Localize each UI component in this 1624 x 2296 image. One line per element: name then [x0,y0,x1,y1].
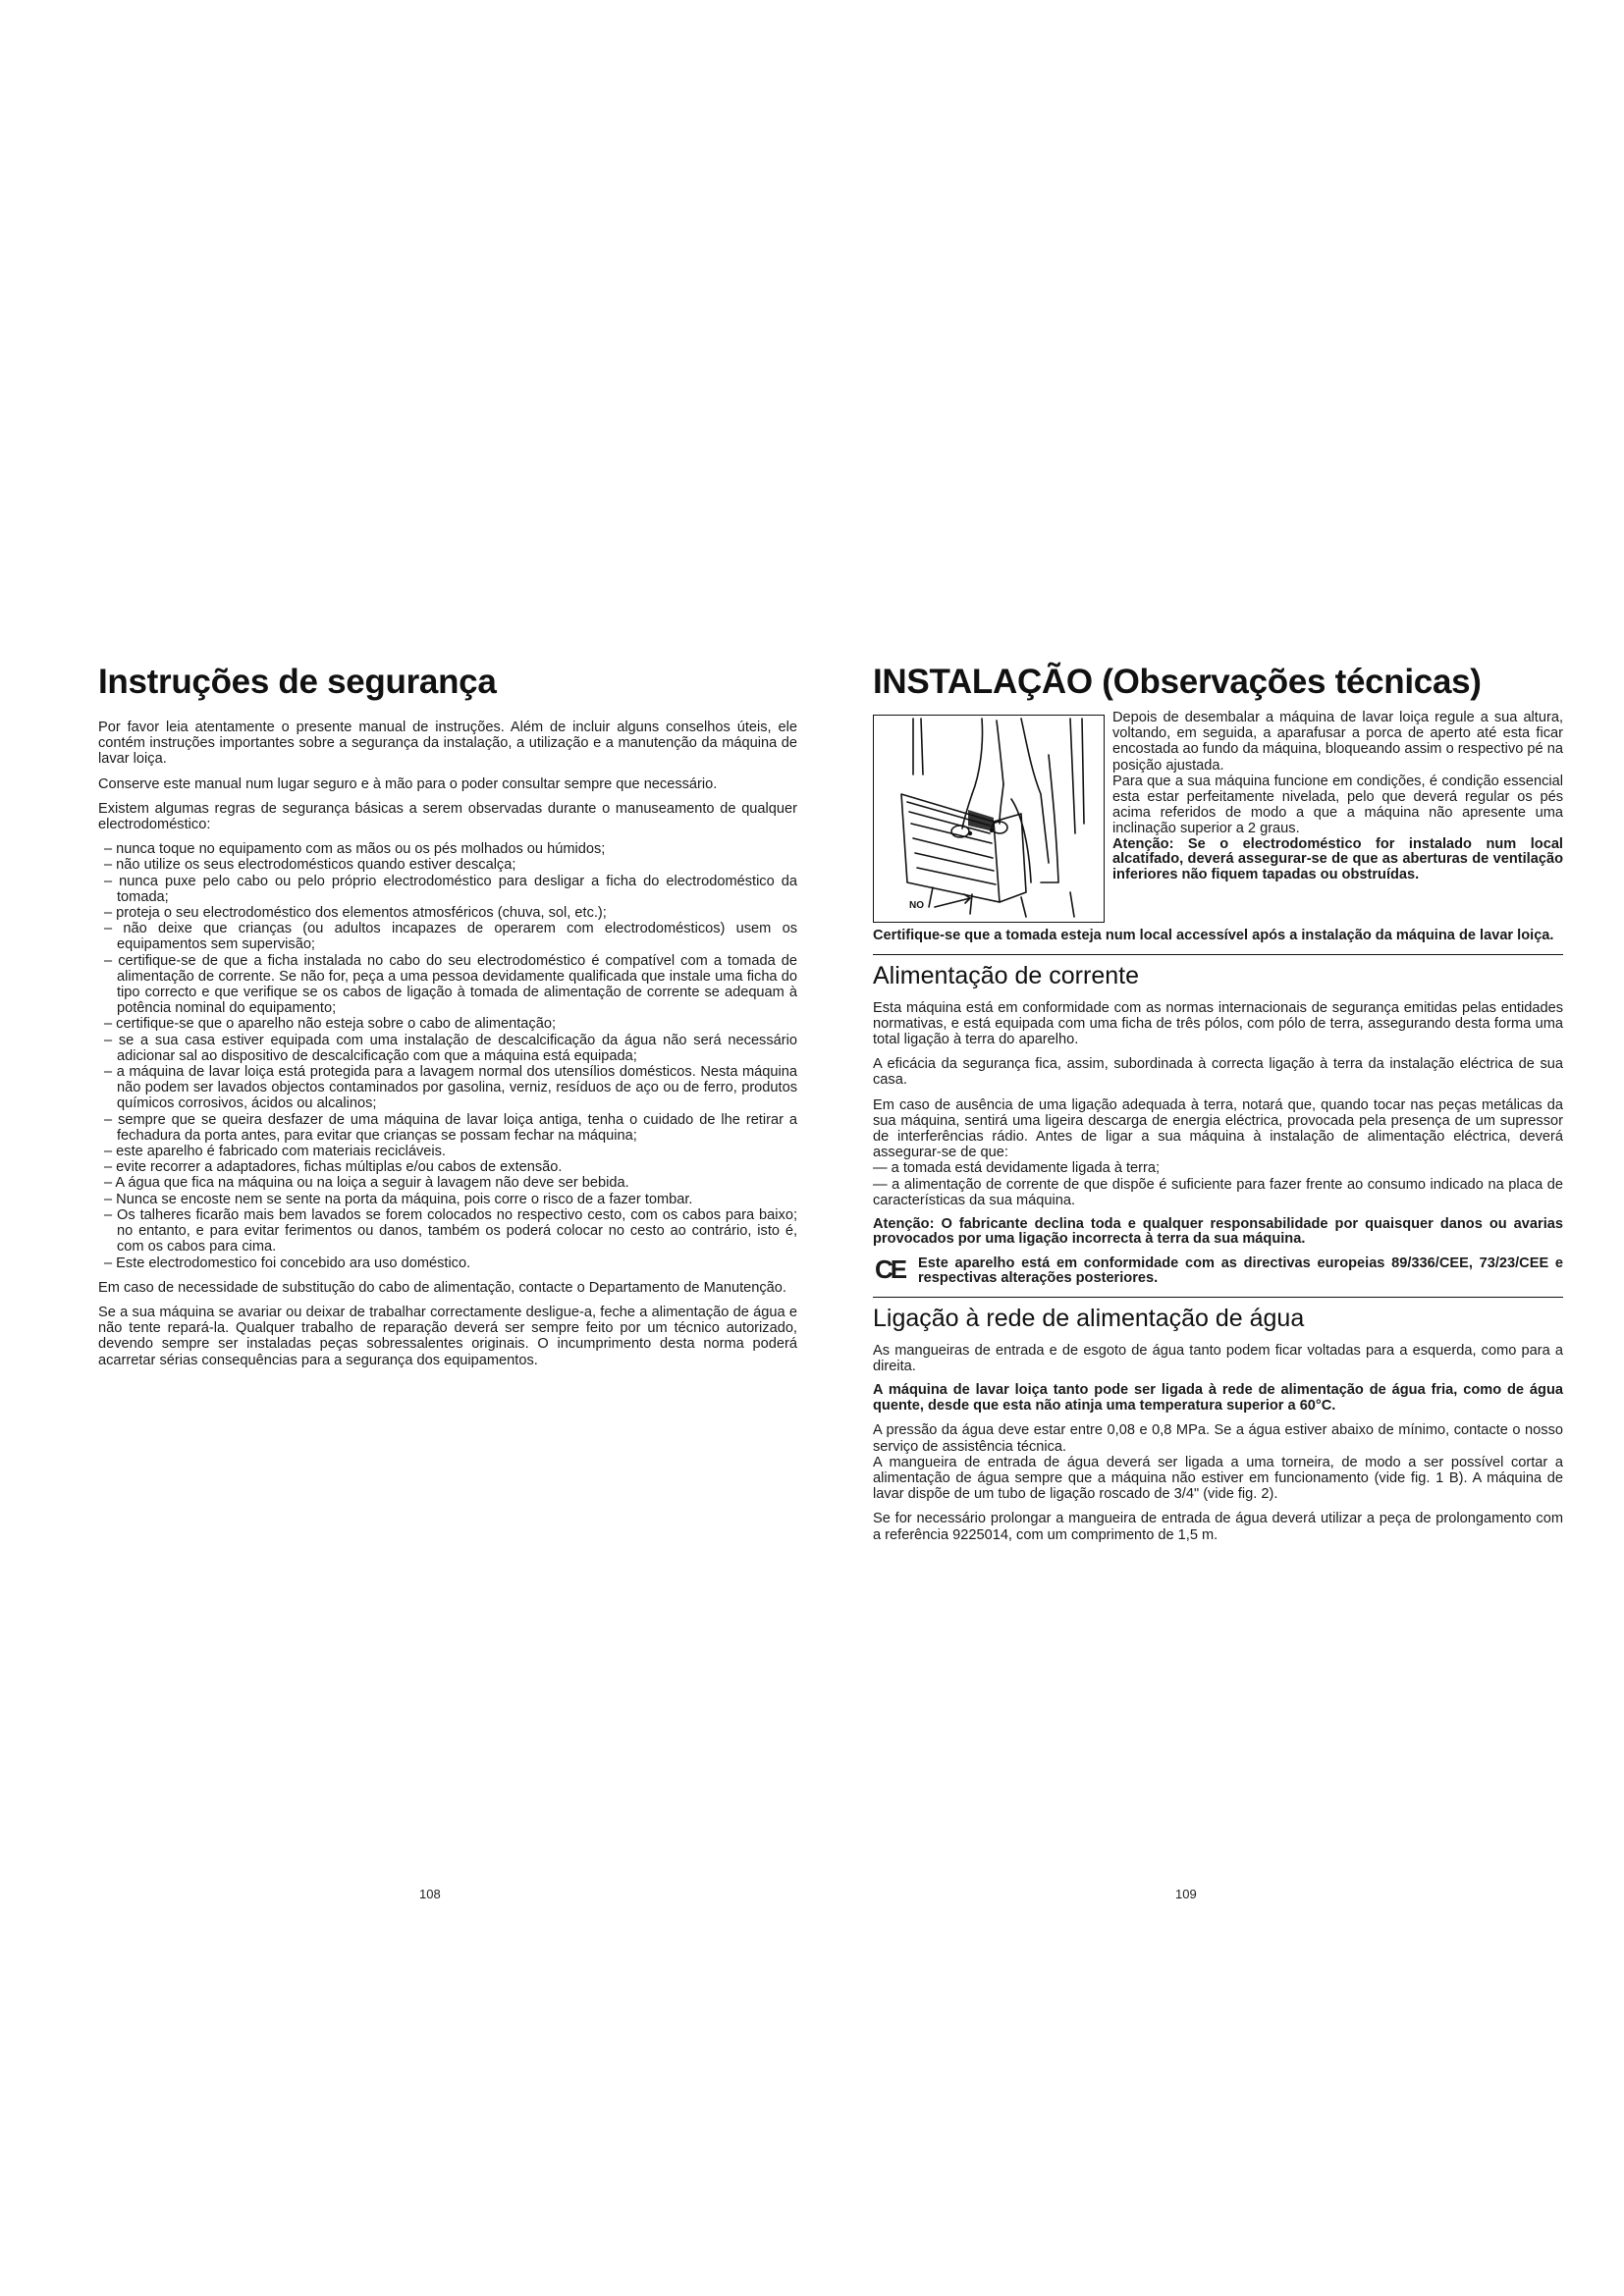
power-paragraph-1: Esta máquina está em conformidade com as normas internacionais de segurança emitidas pelas entidades normativas, e está equipada com uma ficha de três pólos, com pólo de terra, assegurando desta forma uma total ligação à terra do aparelho. [873,999,1563,1047]
page-number: 109 [1175,1887,1197,1901]
keep-manual-paragraph: Conserve este manual num lugar seguro e à mão para o poder consultar sempre que necessário. [98,775,718,792]
water-temperature-note: A máquina de lavar loiça tanto pode ser ligada à rede de alimentação de água fria, como de água quente, desde que esta não atinja uma temperatura superior a 60°C. [873,1382,1563,1414]
figure-label: NO [909,900,924,911]
power-check-2: — a alimentação de corrente de que dispõe é suficiente para fazer frente ao consumo indicado na placa de características da sua máquina. [873,1176,1563,1208]
intro-paragraph: Por favor leia atentamente o presente manual de instruções. Além de incluir alguns conselhos úteis, ele contém instruções importantes sobre a segurança da instalação, a utilização e a manutenção da máquina de lavar loiça. [98,720,797,768]
water-paragraph-3: A mangueira de entrada de água deverá ser ligada a uma torneira, de modo a ser possível cortar a alimentação de água sempre que a máquina não estiver em funcionamento (vide fig. 1 B). A máquina de lavar dispõe de um tubo de ligação roscado de 3/4" (vide fig. 2). [873,1454,1563,1503]
malfunction-paragraph: Se a sua máquina se avariar ou deixar de trabalhar correctamente desligue-a, feche a alimentação de água e não tente repará-la. Qualquer trabalho de reparação deverá ser sempre feito por um técnico autorizado, devendo sempre ser instaladas peças sobressalentes originais. O incumprimento desta norma poderá acarretar sérias consequências para a segurança dos equipamentos. [98,1304,797,1368]
list-item: – não utilize os seus electrodomésticos quando estiver descalça; [98,857,797,873]
list-item: – nunca toque no equipamento com as mãos ou os pés molhados ou húmidos; [98,841,797,857]
list-item: – A água que fica na máquina ou na loiça a seguir à lavagem não deve ser bebida. [98,1175,797,1191]
dishwasher-installation-drawing [874,716,1103,921]
page-number: 108 [419,1887,441,1901]
replace-cable-paragraph: Em caso de necessidade de substitução do cabo de alimentação, contacte o Departamento de Manutenção. [98,1279,786,1296]
list-item: – nunca puxe pelo cabo ou pelo próprio electrodoméstico para desligar a ficha do electrodoméstico da tomada; [98,874,797,905]
list-item: – Os talheres ficarão mais bem lavados se forem colocados no respectivo cesto, com os cabos para baixo; no entanto, e para evitar ferimentos ou danos, também os poderá colocar no cesto ao contrário, isto é, com os cabos para cima. [98,1207,797,1255]
power-paragraph-3: Em caso de ausência de uma ligação adequada à terra, notará que, quando tocar nas peças metálicas da sua máquina, sentirá uma ligeira descarga de energia eléctrica, provocada pela presença de um supressor de interferências rádio. Antes de ligar a sua máquina à instalação de alimentação eléctrica, deverá assegurar-se de que: [873,1096,1563,1161]
unpack-paragraph: Depois de desembalar a máquina de lavar loiça regule a sua altura, voltando, em seguida, a aparafusar a porca de aperto até esta ficar encostada ao fundo da máquina, bloqueando assim o respectivo pé na posição ajustada. [1112,710,1563,774]
water-paragraph-4: Se for necessário prolongar a mangueira de entrada de água deverá utilizar a peça de prolongamento com a referência 9225014, com um comprimento de 1,5 m. [873,1511,1563,1543]
power-disclaimer: Atenção: O fabricante declina toda e qualquer responsabilidade por quaisquer danos ou avarias provocados por uma ligação incorrecta à terra da sua máquina. [873,1215,1563,1248]
installation-illustration [873,715,1105,923]
ce-conformity [873,1256,1563,1287]
water-paragraph-2: A pressão da água deve estar entre 0,08 e 0,8 MPa. Se a água estiver abaixo de mínimo, contacte o nosso serviço de assistência técnica. [873,1422,1563,1455]
safety-instructions-column [98,663,797,1377]
list-item: – sempre que se queira desfazer de uma máquina de lavar loiça antiga, tenha o cuidado de lhe retirar a fechadura da porta antes, para evitar que crianças se possam fechar na máquina; [98,1112,797,1144]
section-heading-power: Alimentação de corrente [873,954,1563,990]
section-heading-water: Ligação à rede de alimentação de água [873,1297,1563,1333]
list-item: – proteja o seu electrodoméstico dos elementos atmosféricos (chuva, sol, etc.); [98,905,797,921]
socket-warning: Certifique-se que a tomada esteja num local accessível após a instalação da máquina de lavar loiça. [873,928,1554,943]
installation-text [1112,710,1563,923]
ce-text: Este aparelho está em conformidade com as directivas europeias 89/336/CEE, 73/23/CEE e respectivas alterações posteriores. [918,1255,1563,1287]
ce-mark-icon: CE [875,1254,905,1284]
carpet-warning: Atenção: Se o electrodoméstico for instalado num local alcatifado, deverá assegurar-se de que as aberturas de ventilação inferiores não fiquem tapadas ou obstruídas. [1112,835,1563,882]
power-paragraph-2: A eficácia da segurança fica, assim, subordinada à correcta ligação à terra da instalação eléctrica de sua casa. [873,1056,1563,1089]
list-item: – este aparelho é fabricado com materiais recicláveis. [98,1144,797,1159]
list-item: – não deixe que crianças (ou adultos incapazes de operarem com electrodomésticos) usem os equipamentos sem supervisão; [98,921,797,952]
list-item: – a máquina de lavar loiça está protegida para a lavagem normal dos utensílios domésticos. Nesta máquina não podem ser lavados objectos contaminados por gasolina, verniz, resíduos de aço ou de ferro, produtos químicos corrosivos, ácidos ou alcalinos; [98,1064,797,1112]
list-item: – Nunca se encoste nem se sente na porta da máquina, pois corre o risco de a fazer tombar. [98,1192,797,1207]
list-item: – evite recorrer a adaptadores, fichas múltiplas e/ou cabos de extensão. [98,1159,797,1175]
installation-figure-row [873,710,1563,923]
list-item: – certifique-se de que a ficha instalada no cabo do seu electrodoméstico é compatível com a tomada de alimentação de corrente. Se não for, peça a uma pessoa devidamente qualificada que instale uma ficha do tipo correcto e que verifique se os cabos de ligação à tomada de alimentação de corrente se adequam à potência nominal do equipamento; [98,953,797,1017]
list-item: – certifique-se que o aparelho não esteja sobre o cabo de alimentação; [98,1016,797,1032]
list-item: – Este electrodomestico foi concebido ara uso doméstico. [98,1255,797,1271]
water-paragraph-1: As mangueiras de entrada e de esgoto de água tanto podem ficar voltadas para a esquerda, como para a direita. [873,1342,1563,1375]
right-page [812,0,1624,2296]
page-title: Instruções de segurança [98,663,497,701]
power-check-1: — a tomada está devidamente ligada à terra; [873,1160,1161,1177]
level-paragraph: Para que a sua máquina funcione em condições, é condição essencial esta estar perfeitamente nivelada, pelo que deverá regular os pés acima referidos de modo a que a máquina não apresente uma inclinação superior a 2 graus. [1112,773,1563,837]
rules-intro-paragraph: Existem algumas regras de segurança básicas a serem observadas durante o manuseamento de qualquer electrodoméstico: [98,800,797,833]
installation-column [873,663,1563,1552]
page-title: INSTALAÇÃO (Observações técnicas) [873,663,1482,701]
safety-rules-list [98,841,797,1270]
list-item: – se a sua casa estiver equipada com uma instalação de descalcificação da água não será necessário adicionar sal ao dispositivo de descalcificação com que a máquina está equipada; [98,1033,797,1064]
